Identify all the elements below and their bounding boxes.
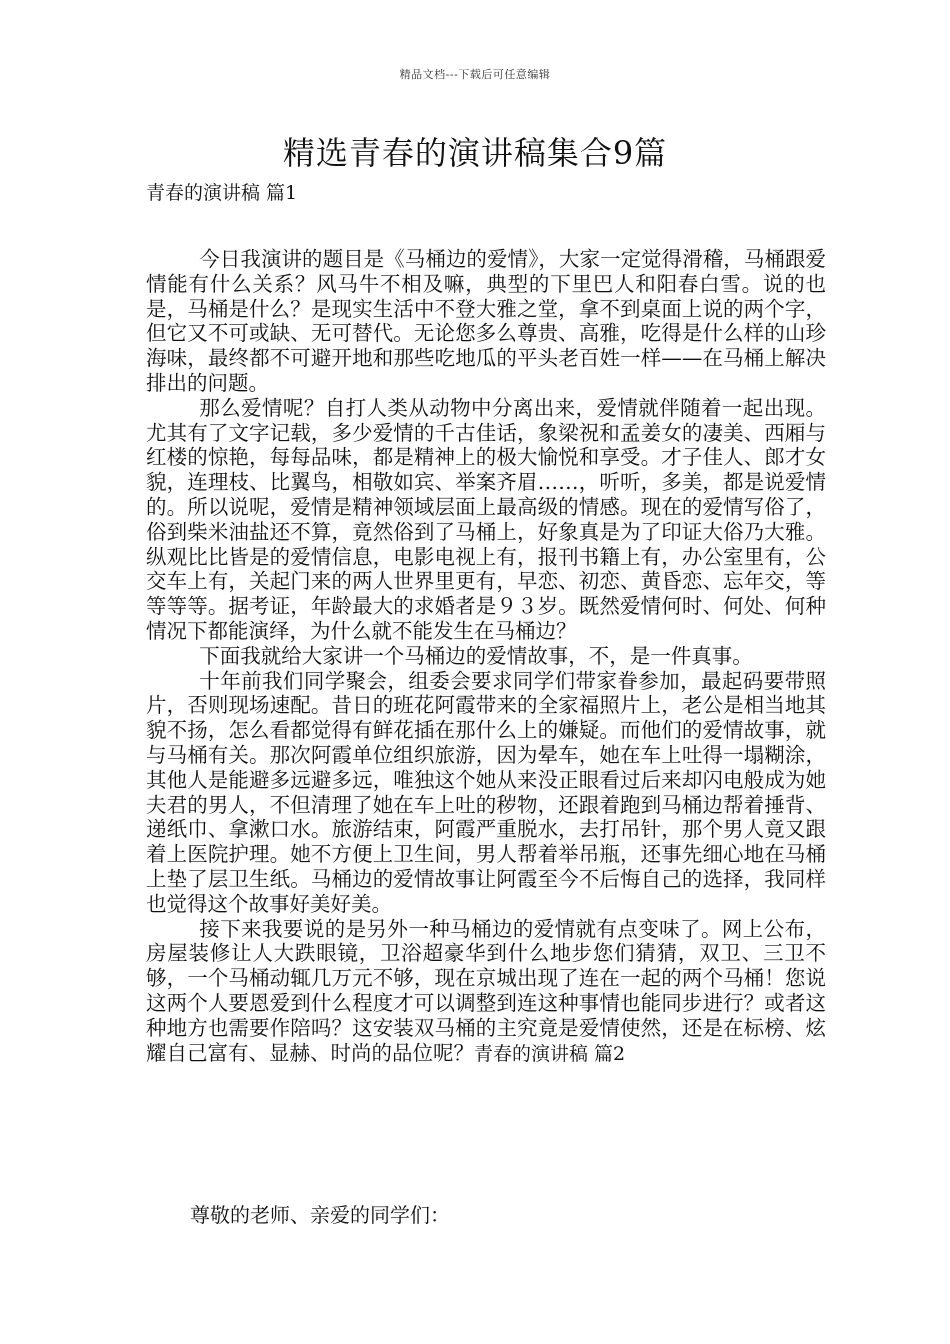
section-heading-2: 青春的演讲稿 篇2 — [474, 1042, 626, 1065]
document-title: 精选青春的演讲稿集合9篇 — [282, 134, 668, 172]
speech-greeting: 尊敬的老师、亲爱的同学们： — [190, 1203, 450, 1227]
paragraph: 今日我演讲的题目是《马桶边的爱情》，大家一定觉得滑稽，马桶跟爱情能有什么关系？风马牛不相及嘛，典型的下里巴人和阳春白雪。说的也是，马桶是什么？是现实生活中不登大雅之堂，拿不到桌面上说的两个字，但它又不可或缺、无可替代。无论您多么尊贵、高雅，吃得是什么样的山珍海味，最终都不可避开地和那些吃地瓜的平头老百姓一样——在马桶上解决排出的问题。 — [146, 247, 826, 395]
paragraph: 那么爱情呢？自打人类从动物中分离出来，爱情就伴随着一起出现。尤其有了文字记载，多少爱情的千古佳话，象梁祝和孟姜女的凄美、西厢与红楼的惊艳，每每品味，都是精神上的极大愉悦和享受。才子佳人、郎才女貌，连理枝、比翼鸟，相敬如宾、举案齐眉……，听听，多美，都是说爱情的。所以说呢，爱情是精神领域层面上最高级的情感。现在的爱情写俗了，俗到柴米油盐还不算，竟然俗到了马桶上，好象真是为了印证大俗乃大雅。纵观比比皆是的爱情信息，电影电视上有，报刊书籍上有，办公室里有，公交车上有，关起门来的两人世界里更有，早恋、初恋、黄昏恋、忘年交，等等等等。据考证，年龄最大的求婚者是９３岁。既然爱情何时、何处、何种情况下都能演绎，为什么就不能发生在马桶边？ — [146, 395, 826, 643]
paragraph — [146, 917, 826, 1067]
document-body — [146, 247, 826, 1066]
section-heading-1: 青春的演讲稿 篇1 — [146, 182, 298, 204]
paragraph: 十年前我们同学聚会，组委会要求同学们带家眷参加，最起码要带照片，否则现场速配。昔日的班花阿霞带来的全家福照片上，老公是相当地其貌不扬，怎么看都觉得有鲜花插在那什么上的嫌疑。而他们的爱情故事，就与马桶有关。那次阿霞单位组织旅游，因为晕车，她在车上吐得一塌糊涂，其他人是能避多远避多远，唯独这个她从来没正眼看过后来却闪电般成为她夫君的男人，不但清理了她在车上吐的秽物，还跟着跑到马桶边帮着捶背、递纸巾、拿漱口水。旅游结束，阿霞严重脱水，去打吊针，那个男人竟又跟着上医院护理。她不方便上卫生间，男人帮着举吊瓶，还事先细心地在马桶上垫了层卫生纸。马桶边的爱情故事让阿霞至今不后悔自己的选择，我同样也觉得这个故事好美好美。 — [146, 668, 826, 916]
paragraph-text: 接下来我要说的是另外一种马桶边的爱情就有点变味了。网上公布，房屋装修让人大跌眼镜，卫浴超豪华到什么地步您们猜猜，双卫、三卫不够，一个马桶动辄几万元不够，现在京城出现了连在一起的两个马桶！您说这两个人要恩爱到什么程度才可以调整到连这种事情也能同步进行？或者这种地方也需要作陪吗？这安装双马桶的主究竟是爱情使然，还是在标榜、炫耀自己富有、显赫、时尚的品位呢？ — [146, 916, 826, 1065]
page-header: 精品文档---下载后可任意编辑 — [399, 68, 551, 81]
paragraph: 下面我就给大家讲一个马桶边的爱情故事，不，是一件真事。 — [199, 643, 753, 668]
